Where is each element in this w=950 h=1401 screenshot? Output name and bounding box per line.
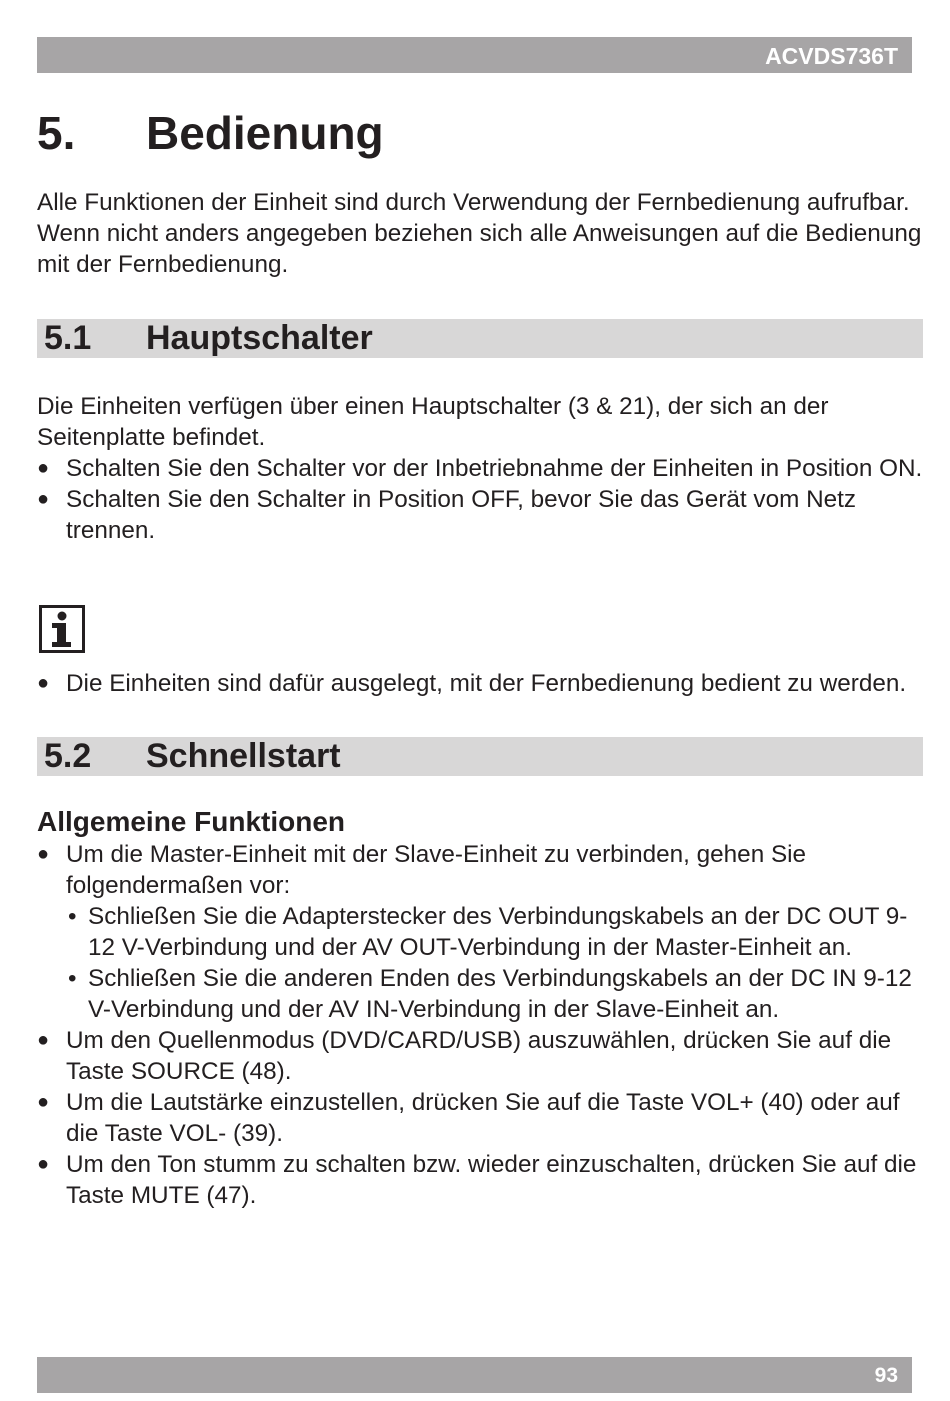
section1-bullet-list: [37, 453, 923, 546]
list-item-text: Schalten Sie den Schalter in Position OFF, bevor Sie das Gerät vom Netz trennen.: [66, 486, 857, 544]
section-heading-hauptschalter: [37, 319, 923, 358]
section-number: 5.2: [44, 737, 92, 775]
subheading: Allgemeine Funktionen: [37, 806, 346, 837]
sub-list-item-text: Schließen Sie die Adapterstecker des Verbindungskabels an der DC OUT 9-12 V-Verbindung und der AV OUT-Verbindung in der Master-Einheit an.: [88, 903, 908, 961]
list-item-text: Um den Ton stumm zu schalten bzw. wieder einzuschalten, drücken Sie auf die Taste MUTE (47).: [66, 1151, 917, 1209]
sub-list-item: [66, 963, 923, 1025]
footer-bar: [37, 1357, 912, 1393]
chapter-title-text: Bedienung: [146, 107, 384, 159]
list-item: [37, 668, 923, 699]
note-bullet-list: [37, 668, 923, 699]
chapter-title: [37, 103, 384, 163]
bullet-marker: ●: [37, 488, 50, 510]
sub-bullet-list: [66, 901, 923, 1025]
sub-list-item-text: Schließen Sie die anderen Enden des Verbindungskabels an der DC IN 9-12 V-Verbindung und der AV IN-Verbindung in der Slave-Einheit an.: [88, 965, 912, 1023]
list-item: [37, 1087, 923, 1149]
sub-list-item: [66, 901, 923, 963]
section-title-text: Hauptschalter: [146, 319, 373, 357]
section-heading-schnellstart: [37, 737, 923, 776]
list-item: [37, 453, 923, 484]
bullet-marker: ●: [37, 843, 50, 865]
section2-bullet-list: [37, 839, 923, 1211]
bullet-marker: ●: [37, 672, 50, 694]
section-title: [44, 320, 373, 357]
intro-paragraph: Alle Funktionen der Einheit sind durch Verwendung der Fernbedienung aufrufbar. Wenn nicht anders angegeben beziehen sich alle Anweisungen auf die Bedienung mit der Fernbedienung.: [37, 189, 922, 278]
model-number: ACVDS736T: [765, 43, 898, 69]
list-item-text: Um den Quellenmodus (DVD/CARD/USB) auszuwählen, drücken Sie auf die Taste SOURCE (48).: [66, 1027, 892, 1085]
list-item-text: Die Einheiten sind dafür ausgelegt, mit der Fernbedienung bedient zu werden.: [66, 670, 907, 697]
info-icon: [39, 605, 85, 653]
list-item-text: Um die Lautstärke einzustellen, drücken Sie auf die Taste VOL+ (40) oder auf die Taste VOL- (39).: [66, 1089, 900, 1147]
bullet-marker: ●: [37, 1153, 50, 1175]
list-item: [37, 1025, 923, 1087]
page-number: 93: [874, 1364, 898, 1387]
header-bar: [37, 37, 912, 73]
section-title-text: Schnellstart: [146, 737, 341, 775]
list-item-text: Um die Master-Einheit mit der Slave-Einheit zu verbinden, gehen Sie folgendermaßen vor:: [66, 841, 807, 899]
list-item: [37, 484, 923, 546]
chapter-number: 5.: [37, 107, 76, 159]
list-item: [37, 839, 923, 1025]
bullet-marker: ●: [37, 457, 50, 479]
list-item-text: Schalten Sie den Schalter vor der Inbetriebnahme der Einheiten in Position ON.: [66, 455, 923, 482]
list-item: [37, 1149, 923, 1211]
bullet-marker: ●: [37, 1091, 50, 1113]
section-title: [44, 738, 341, 775]
sub-bullet-marker: •: [68, 903, 77, 930]
sub-bullet-marker: •: [68, 965, 77, 992]
section1-paragraph: Die Einheiten verfügen über einen Hauptschalter (3 & 21), der sich an der Seitenplatte befindet.: [37, 393, 829, 451]
section-number: 5.1: [44, 319, 92, 357]
bullet-marker: ●: [37, 1029, 50, 1051]
